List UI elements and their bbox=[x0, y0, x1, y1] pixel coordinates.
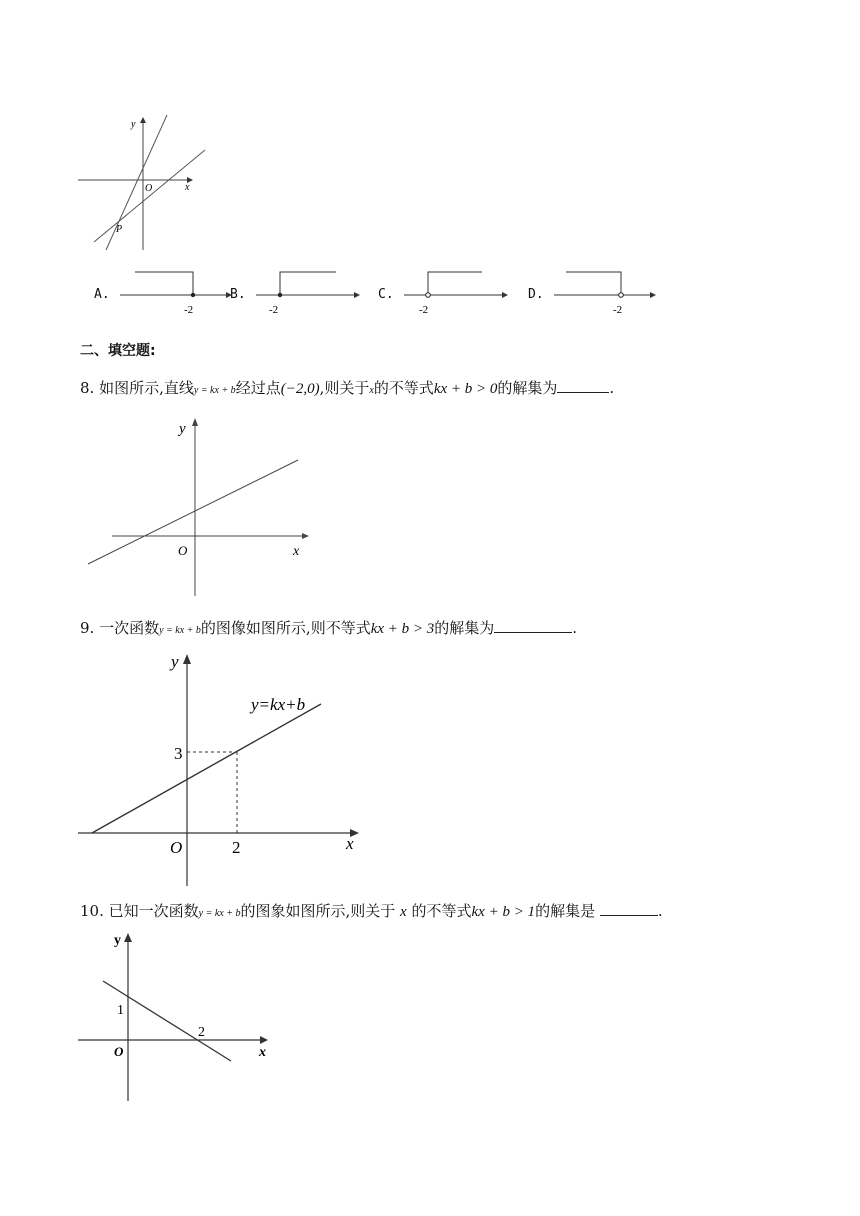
q8-point: (−2,0) bbox=[280, 381, 320, 397]
q8-text1: 如图所示,直线 bbox=[99, 379, 194, 397]
q10-inequality: kx + b > 1 bbox=[471, 904, 536, 920]
axis-label-x: x bbox=[346, 834, 354, 853]
q8-answer-blank[interactable] bbox=[557, 378, 609, 393]
shallow-line bbox=[94, 150, 205, 242]
axis-label-y: y bbox=[171, 652, 179, 671]
option-b-numberline bbox=[254, 266, 364, 318]
q8-text4: 的不等式 bbox=[373, 379, 434, 397]
point-p-label: P bbox=[116, 224, 123, 235]
q10-graph bbox=[76, 928, 276, 1104]
option-c-numberline bbox=[402, 266, 512, 318]
tick-label: -2 bbox=[613, 304, 623, 316]
q10-end: . bbox=[657, 902, 663, 920]
axis-label-y: y bbox=[131, 119, 136, 130]
option-d-label: D. bbox=[528, 287, 544, 302]
q10-equation: y = kx + b bbox=[198, 908, 241, 919]
option-d-numberline bbox=[552, 266, 662, 318]
solid-dot bbox=[191, 293, 195, 297]
q8-equation: y = kx + b bbox=[193, 385, 236, 396]
q8-text2: 经过点 bbox=[235, 379, 281, 397]
origin-label: O bbox=[145, 183, 153, 194]
q10-text1: 已知一次函数 bbox=[108, 902, 199, 920]
hollow-dot bbox=[426, 293, 431, 298]
tick-label: -2 bbox=[184, 304, 194, 316]
q7-graph bbox=[70, 110, 220, 260]
q8-inequality: kx + b > 0 bbox=[433, 381, 498, 397]
q10-var: x bbox=[400, 904, 407, 920]
q9-graph bbox=[76, 648, 366, 888]
axis-label-x: x bbox=[293, 544, 300, 559]
y-tick-label: 3 bbox=[174, 744, 183, 763]
origin-label: O bbox=[178, 543, 188, 558]
origin-label: O bbox=[114, 1044, 124, 1059]
q9-text1: 一次函数 bbox=[99, 619, 160, 637]
q9-text2: 的图像如图所示,则不等式 bbox=[200, 619, 371, 637]
q9-text3: 的解集为 bbox=[434, 619, 495, 637]
question-8 bbox=[80, 378, 614, 401]
q10-text2: 的图象如图所示,则关于 bbox=[240, 902, 396, 920]
x-tick-label: 2 bbox=[198, 1025, 205, 1040]
origin-label: O bbox=[170, 838, 183, 857]
axis-label-y: y bbox=[114, 933, 121, 948]
x-tick-label: 2 bbox=[232, 838, 241, 857]
axis-label-x: x bbox=[259, 1045, 266, 1060]
solid-dot bbox=[278, 293, 282, 297]
tick-label: -2 bbox=[269, 304, 279, 316]
q9-end: . bbox=[572, 619, 578, 637]
q8-graph bbox=[80, 412, 320, 602]
function-line bbox=[88, 460, 298, 564]
axis-label-x: x bbox=[185, 182, 190, 193]
q8-var: x bbox=[369, 385, 374, 396]
q9-number: 9. bbox=[80, 619, 95, 637]
section-title: 二、填空题: bbox=[80, 343, 156, 359]
y-tick-label: 1 bbox=[117, 1003, 124, 1018]
q9-answer-blank[interactable] bbox=[494, 618, 572, 633]
q8-text5: 的解集为 bbox=[497, 379, 558, 397]
q8-text3: ,则关于 bbox=[319, 379, 370, 397]
q10-answer-blank[interactable] bbox=[600, 901, 658, 916]
option-a-label: A. bbox=[94, 287, 110, 302]
q9-inequality: kx + b > 3 bbox=[370, 621, 435, 637]
hollow-dot bbox=[619, 293, 624, 298]
q9-equation: y = kx + b bbox=[159, 625, 201, 636]
function-line bbox=[92, 704, 321, 833]
option-a-numberline bbox=[118, 266, 234, 318]
q8-number: 8. bbox=[80, 379, 95, 397]
tick-label: -2 bbox=[419, 304, 429, 316]
option-b-label: B. bbox=[230, 287, 246, 302]
q8-end: . bbox=[609, 379, 615, 397]
line-label: y=kx+b bbox=[251, 695, 306, 714]
axis-label-y: y bbox=[179, 421, 186, 437]
question-9 bbox=[80, 618, 577, 641]
option-c-label: C. bbox=[378, 287, 394, 302]
q10-number: 10. bbox=[80, 902, 104, 920]
q10-text4: 的解集是 bbox=[535, 902, 596, 920]
question-10 bbox=[80, 901, 663, 924]
q10-text3: 的不等式 bbox=[411, 902, 472, 920]
